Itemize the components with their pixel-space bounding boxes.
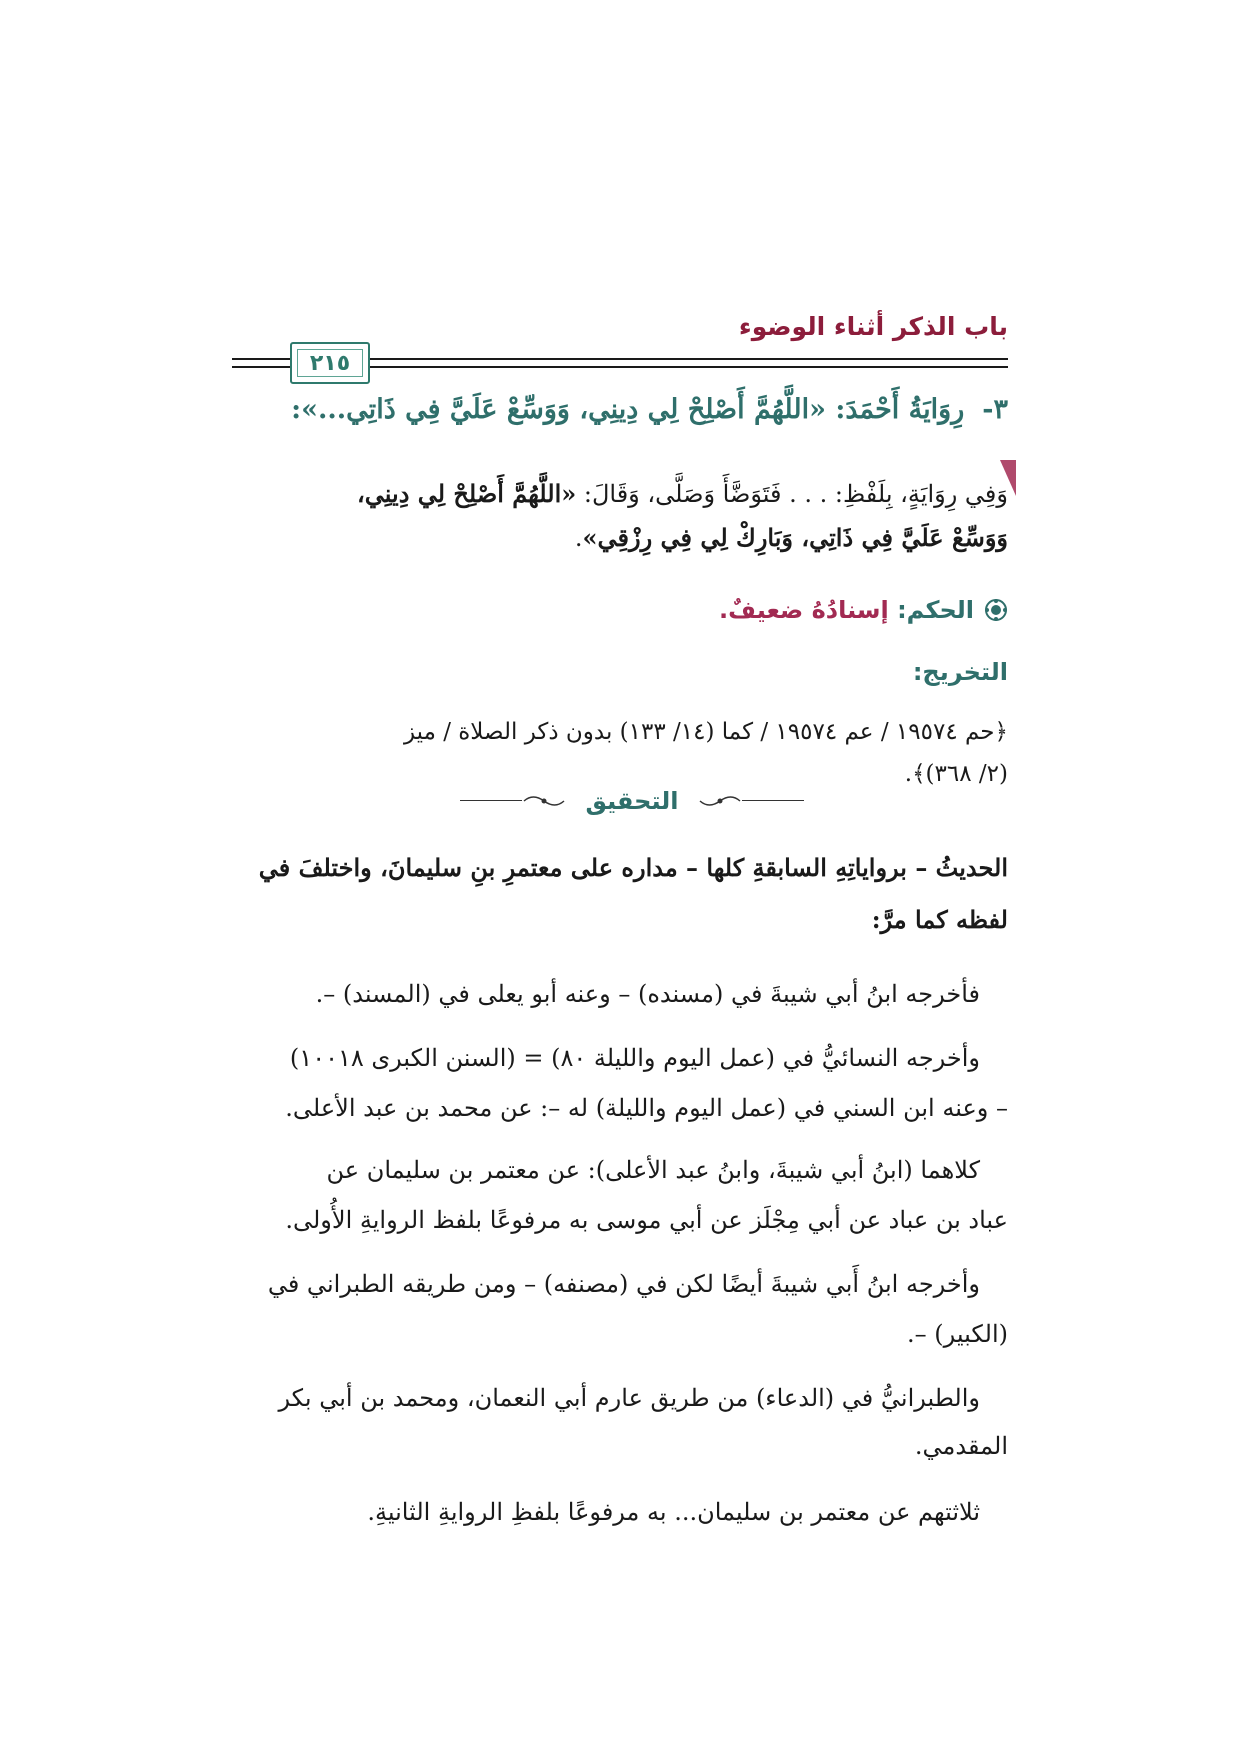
paragraph-5-line-2: المقدمي. [914, 1432, 1008, 1460]
riwaya-plain: وَفِي رِوَايَةٍ، بِلَفْظِ: . . . فَتَوَضَّأَ وَصَلَّى، وَقَالَ: [576, 480, 1008, 508]
separator-ornament-right-icon [698, 793, 742, 809]
paragraph-6: ثلاثتهم عن معتمر بن سليمان... به مرفوعًا بلفظِ الروايةِ الثانيةِ. [367, 1498, 980, 1526]
page-number-frame [290, 342, 370, 384]
tahqiq-intro-line-1: الحديثُ – برواياتِهِ السابقةِ كلها – مداره على معتمرِ بنِ سليمانَ، واختلفَ في [258, 853, 1008, 882]
riwaya-bold-2: وَوَسِّعْ عَلَيَّ فِي ذَاتِي، وَبَارِكْ لِي فِي رِزْقِي» [582, 523, 1008, 552]
flower-ornament-icon [984, 598, 1008, 622]
separator-line-right [742, 800, 804, 801]
header-rule-left [232, 358, 290, 360]
paragraph-3-line-1: كلاهما (ابنُ أبي شيبةَ، وابنُ عبد الأعلى): عن معتمر بن سليمان عن [326, 1156, 980, 1184]
page-number: ٢١٥ [297, 349, 363, 377]
ruling-label: الحكم: [897, 596, 974, 624]
paragraph-3-line-2: عباد بن عباد عن أبي مِجْلَز عن أبي موسى به مرفوعًا بلفظ الروايةِ الأُولى. [285, 1206, 1008, 1234]
riwaya-bold-1: «اللَّهُمَّ أَصْلِحْ لِي دِينِي، [357, 479, 577, 508]
header-rule-right-2 [370, 366, 1008, 368]
header-rule-left-2 [232, 366, 290, 368]
paragraph-2-line-1: وأخرجه النسائيُّ في (عمل اليوم والليلة ٨٠) = (السنن الكبرى ١٠٠١٨) [289, 1044, 980, 1072]
ruling [232, 592, 1008, 628]
takhrij-label: التخريج: [912, 658, 1008, 686]
ruling-text: إسنادُهُ ضعيفٌ. [719, 596, 889, 624]
section-number: ٣- [982, 394, 1008, 425]
paragraph-5-line-1: والطبرانيُّ في (الدعاء) من طريق عارم أبي النعمان، ومحمد بن أبي بكر [278, 1384, 980, 1412]
header-rule-right [370, 358, 1008, 360]
running-title: باب الذكر أثناء الوضوء [738, 312, 1008, 341]
riwaya-line-2 [232, 520, 1008, 556]
section-heading [232, 392, 1008, 428]
paragraph-4-line-2: (الكبير) –. [907, 1320, 1008, 1348]
tahqiq-intro-line-2: لفظه كما مرَّ: [871, 905, 1008, 934]
riwaya-end: . [574, 524, 583, 552]
takhrij-line-2: (٢/ ٣٦٨)﴾. [904, 761, 1008, 787]
paragraph-2-line-2: – وعنه ابن السني في (عمل اليوم والليلة) له –: عن محمد بن عبد الأعلى. [285, 1094, 1008, 1122]
riwaya-line-1 [232, 476, 1008, 512]
takhrij-line-1: ﴿حم ١٩٥٧٤ / عم ١٩٥٧٤ / كما (١٤/ ١٣٣) بدون ذكر الصلاة / ميز [403, 719, 1008, 745]
tahqiq-heading: التحقيق [585, 787, 679, 815]
section-title: رِوَايَةُ أَحْمَدَ: «اللَّهُمَّ أَصْلِحْ لِي دِينِي، وَوَسِّعْ عَلَيَّ فِي ذَاتِي...»: [291, 394, 965, 425]
tahqiq-separator [460, 786, 804, 816]
paragraph-4-line-1: وأخرجه ابنُ أَبي شيبةَ أيضًا لكن في (مصنفه) – ومن طريقه الطبراني في [267, 1270, 980, 1298]
paragraph-1: فأخرجه ابنُ أبي شيبةَ في (مسنده) – وعنه أبو يعلى في (المسند) –. [315, 980, 980, 1008]
